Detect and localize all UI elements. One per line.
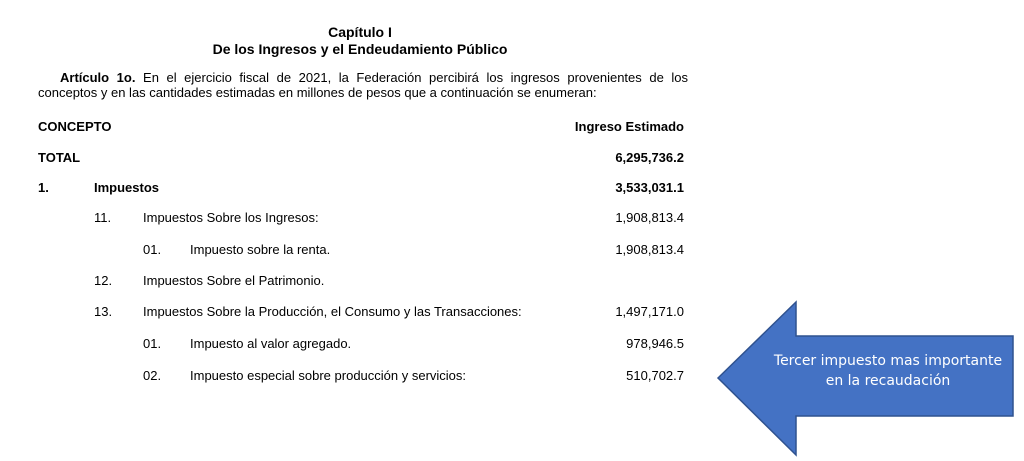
row-label: Impuestos Sobre los Ingresos: <box>143 210 319 225</box>
row-code: 01. <box>143 336 162 351</box>
row-code: 1. <box>38 180 49 195</box>
chapter-subtitle: De los Ingresos y el Endeudamiento Público <box>212 41 508 57</box>
header-concept: CONCEPTO <box>38 119 112 134</box>
row-amount: 1,908,813.4 <box>615 210 684 225</box>
table-total-row <box>0 150 1024 168</box>
article-text-2: conceptos y en las cantidades estimadas en millones de pesos que a continuación se enumeran: <box>38 85 597 100</box>
table-header-row <box>0 119 1024 137</box>
callout-line-2: en la recaudación <box>825 373 951 389</box>
article-label: Artículo 1o. <box>60 70 136 85</box>
row-amount: 978,946.5 <box>626 336 684 351</box>
total-label: TOTAL <box>38 150 81 165</box>
table-row <box>0 180 1024 198</box>
total-amount: 6,295,736.2 <box>615 150 684 165</box>
row-code: 02. <box>143 368 162 383</box>
row-label: Impuesto especial sobre producción y servicios: <box>190 368 467 383</box>
row-code: 13. <box>94 304 113 319</box>
row-label: Impuesto al valor agregado. <box>190 336 352 351</box>
chapter-title: Capítulo I <box>328 24 392 40</box>
row-code: 01. <box>143 242 162 257</box>
row-code: 11. <box>94 210 112 225</box>
header-amount: Ingreso Estimado <box>574 119 684 134</box>
callout-text <box>768 351 1008 391</box>
callout-arrow <box>690 300 1020 460</box>
article-text-1: En el ejercicio fiscal de 2021, la Federación percibirá los ingresos provenientes de los <box>135 70 688 85</box>
article-line-1 <box>38 70 688 85</box>
row-label: Impuestos Sobre el Patrimonio. <box>143 273 325 288</box>
row-label: Impuesto sobre la renta. <box>190 242 331 257</box>
callout-line-1: Tercer impuesto mas importante <box>773 353 1003 369</box>
row-label: Impuestos <box>94 180 160 195</box>
row-amount: 1,497,171.0 <box>615 304 684 319</box>
row-code: 12. <box>94 273 113 288</box>
table-row <box>0 210 1024 228</box>
table-row <box>0 242 1024 260</box>
table-row <box>0 273 1024 291</box>
row-label: Impuestos Sobre la Producción, el Consumo y las Transacciones: <box>143 304 522 319</box>
row-amount: 3,533,031.1 <box>615 180 684 195</box>
article-paragraph <box>38 70 688 100</box>
row-amount: 1,908,813.4 <box>615 242 684 257</box>
row-amount: 510,702.7 <box>626 368 684 383</box>
